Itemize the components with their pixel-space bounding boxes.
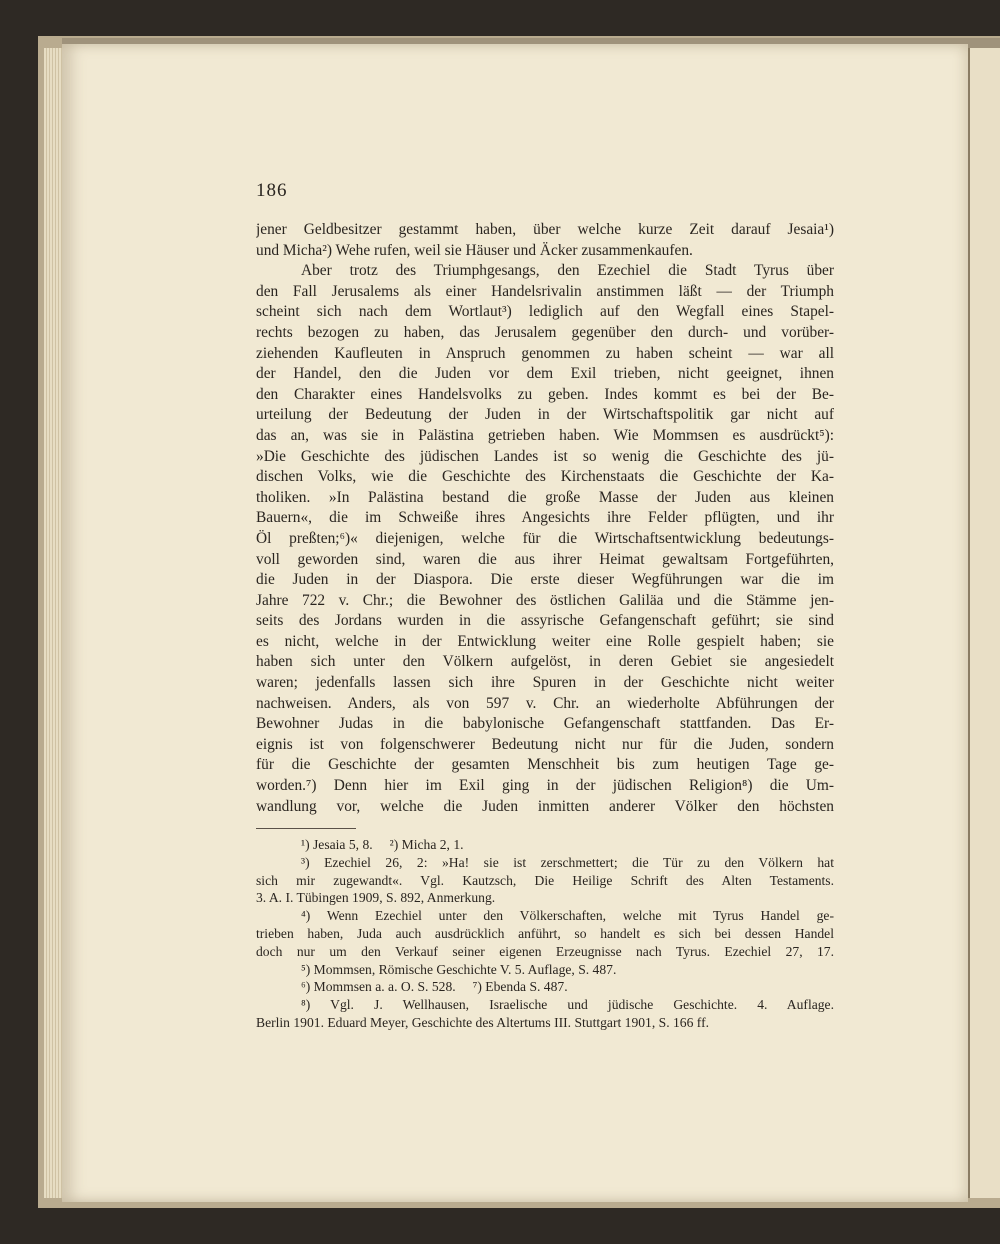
text-line: voll geworden sind, waren die aus ihrer Heimat gewaltsam Fortgeführten, — [256, 550, 834, 568]
text-line: Aber trotz des Triumphgesangs, den Ezechiel die Stadt Tyrus über — [301, 262, 834, 280]
text-line: und Micha²) Wehe rufen, weil sie Häuser und Äcker zusammenkaufen. — [256, 241, 693, 259]
text-line: Öl preßten;⁶)« diejenigen, welche für die Wirtschaftsentwicklung bedeutungs- — [256, 529, 834, 547]
footnote-line: sich mir zugewandt«. Vgl. Kautzsch, Die Heilige Schrift des Alten Testaments. — [256, 872, 834, 888]
text-line: ziehenden Kaufleuten in Anspruch genommen zu haben scheint — war all — [256, 344, 834, 362]
text-line: das an, was sie in Palästina getrieben haben. Wie Mommsen es ausdrückt⁵): — [256, 426, 834, 444]
footnote-line: trieben haben, Juda auch ausdrücklich anführt, so handelt es sich bei dessen Handel — [256, 925, 834, 941]
footnote-line: ⁶) Mommsen a. a. O. S. 528. ⁷) Ebenda S. 487. — [301, 979, 568, 995]
text-line: Bewohner Judas in die babylonische Gefangenschaft stattfanden. Das Er- — [256, 715, 834, 733]
text-line: rechts bezogen zu haben, das Jerusalem gegenüber den durch- und vorüber- — [256, 323, 834, 341]
text-line: Bauern«, die im Schweiße ihres Angesichts ihre Felder pflügten, und ihr — [256, 509, 834, 527]
main-text — [256, 220, 834, 817]
text-line: waren; jedenfalls lassen sich ihre Spuren in der Geschichte nicht weiter — [256, 674, 834, 692]
text-line: der Handel, den die Juden vor dem Exil trieben, nicht geeignet, ihnen — [256, 365, 834, 383]
text-line: für die Geschichte der gesamten Menschheit bis zum heutigen Tage ge- — [256, 756, 834, 774]
text-line: scheint sich nach dem Wortlaut³) lediglich auf den Wegfall eines Stapel- — [256, 303, 834, 321]
text-line: die Juden in der Diaspora. Die erste dieser Wegführungen war die im — [256, 571, 834, 589]
footnote-separator — [256, 828, 356, 829]
text-line: nachweisen. Anders, als von 597 v. Chr. an wiederholte Abführungen der — [256, 694, 834, 712]
footnotes — [256, 836, 834, 1032]
footnote-line: ⁴) Wenn Ezechiel unter den Völkerschaften, welche mit Tyrus Handel ge- — [301, 908, 834, 924]
footnote-line: doch nur um den Verkauf seiner eigenen Erzeugnisse nach Tyrus. Ezechiel 27, 17. — [256, 943, 834, 959]
text-line: worden.⁷) Denn hier im Exil ging in der jüdischen Religion⁸) die Um- — [256, 777, 834, 795]
text-line: wandlung vor, welche die Juden inmitten anderer Völker den höchsten — [256, 797, 834, 815]
text-line: tholiken. »In Palästina bestand die große Masse der Juden aus kleinen — [256, 488, 834, 506]
text-line: es nicht, welche in der Entwicklung weiter eine Rolle gespielt haben; sie — [256, 632, 834, 650]
facing-page-edge — [968, 48, 1000, 1198]
text-line: eignis ist von folgenschwerer Bedeutung nicht nur für die Juden, sondern — [256, 735, 834, 753]
text-line: den Fall Jerusalems als einer Handelsrivalin anstimmen läßt — der Triumph — [256, 282, 834, 300]
text-line: »Die Geschichte des jüdischen Landes ist so wenig die Geschichte des jü- — [256, 447, 834, 465]
text-line: urteilung der Bedeutung der Juden in der Wirtschaftspolitik gar nicht auf — [256, 406, 834, 424]
footnote-line: ³) Ezechiel 26, 2: »Ha! sie ist zerschmettert; die Tür zu den Völkern hat — [301, 854, 834, 870]
footnote-line: 3. A. I. Tübingen 1909, S. 892, Anmerkung. — [256, 890, 496, 906]
text-line: Jahre 722 v. Chr.; die Bewohner des östlichen Galiläa und die Stämme jen- — [256, 591, 834, 609]
text-line: dischen Volks, wie die Geschichte des Kirchenstaats die Geschichte der Ka- — [256, 468, 834, 486]
footnote-line: ¹) Jesaia 5, 8. ²) Micha 2, 1. — [301, 837, 464, 852]
text-line: seits des Jordans wurden in die assyrische Gefangenschaft geführt; sie sind — [256, 612, 834, 630]
page-number: 186 — [256, 180, 288, 201]
text-line: jener Geldbesitzer gestammt haben, über welche kurze Zeit darauf Jesaia¹) — [256, 221, 834, 238]
footnote-line: ⁸) Vgl. J. Wellhausen, Israelische und jüdische Geschichte. 4. Auflage. — [301, 997, 834, 1013]
text-line: den Charakter eines Handelsvolks zu geben. Indes kommt es bei der Be- — [256, 385, 834, 403]
text-line: haben sich unter den Völkern aufgelöst, in deren Gebiet sie angesiedelt — [256, 653, 834, 671]
footnote-line: ⁵) Mommsen, Römische Geschichte V. 5. Auflage, S. 487. — [301, 961, 617, 977]
footnote-line: Berlin 1901. Eduard Meyer, Geschichte des Altertums III. Stuttgart 1901, S. 166 ff. — [256, 1014, 710, 1030]
